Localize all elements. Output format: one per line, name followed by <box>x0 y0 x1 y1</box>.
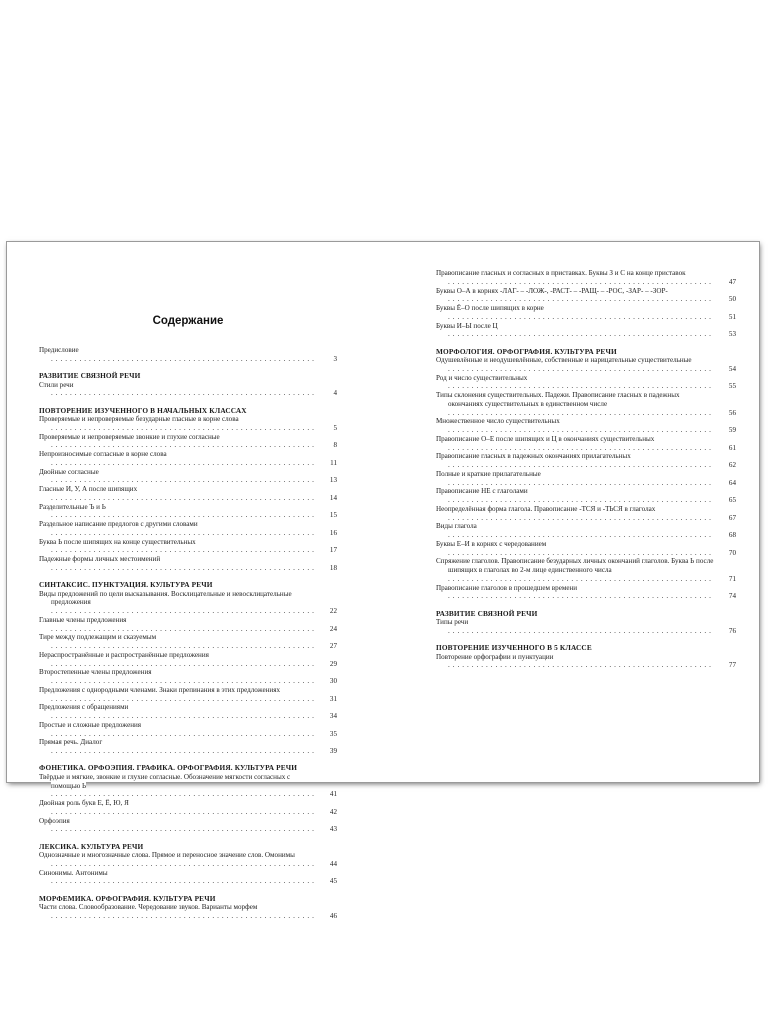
section-heading: МОРФОЛОГИЯ. ОРФОГРАФИЯ. КУЛЬТУРА РЕЧИ <box>436 346 617 356</box>
toc-entry[interactable] <box>39 381 337 399</box>
toc-left <box>39 346 337 921</box>
toc-entry-page: 45 <box>329 877 337 886</box>
toc-entry-page: 68 <box>728 531 736 539</box>
toc-entry[interactable] <box>39 773 337 799</box>
toc-entry-page: 71 <box>728 574 736 583</box>
toc-entry-page: 46 <box>329 911 337 920</box>
toc-entry[interactable] <box>39 520 337 538</box>
toc-entry[interactable] <box>39 468 337 486</box>
toc-entry-page: 43 <box>329 825 337 834</box>
toc-entry-page: 47 <box>728 277 736 286</box>
toc-entry-page: 39 <box>329 747 337 755</box>
toc-entry-page: 54 <box>728 364 736 373</box>
toc-entry-page: 53 <box>728 330 736 339</box>
toc-entry-page: 16 <box>329 528 337 537</box>
toc-entry-page: 13 <box>329 476 337 485</box>
toc-entry-title: Тире между подлежащим и сказуемым <box>39 633 157 642</box>
toc-entry[interactable] <box>39 590 337 616</box>
toc-entry-page: 65 <box>728 496 736 504</box>
toc-entry-title: Орфоэпия <box>39 816 70 825</box>
toc-entry-title: Полные и краткие прилагательные <box>436 469 541 478</box>
toc-entry[interactable] <box>436 653 736 671</box>
toc-section <box>39 371 337 398</box>
toc-entry-title: Раздельное написание предлогов с другими словами <box>39 520 198 528</box>
toc-entry[interactable] <box>39 555 337 573</box>
toc-entry[interactable] <box>436 391 736 417</box>
toc-entry[interactable] <box>436 417 736 435</box>
toc-section <box>39 406 337 573</box>
toc-entry[interactable] <box>39 633 337 651</box>
toc-entry[interactable] <box>39 485 337 503</box>
toc-entry[interactable] <box>39 668 337 686</box>
toc-entry-title: Виды глагола <box>436 522 477 531</box>
toc-entry-title: Стили речи <box>39 380 74 389</box>
toc-entry[interactable] <box>39 869 337 887</box>
toc-entry-title: Одушевлённые и неодушевлённые, собственные и нарицательные существительные <box>436 356 692 364</box>
toc-section <box>39 842 337 887</box>
toc-entry[interactable] <box>436 522 736 540</box>
toc-entry-title: Буква Ь после шипящих на конце существительных <box>39 537 196 546</box>
toc-entry-page: 5 <box>333 423 337 432</box>
toc-entry[interactable] <box>436 618 736 636</box>
section-heading: ЛЕКСИКА. КУЛЬТУРА РЕЧИ <box>39 841 144 851</box>
toc-entry-title: Буквы Ё–О после шипящих в корне <box>436 304 544 312</box>
toc-entry-title: Типы речи <box>436 618 469 626</box>
toc-section <box>39 894 337 921</box>
toc-entry-title: Правописание глаголов в прошедшем времени <box>436 583 578 592</box>
toc-entry-title: Род и число существительных <box>436 373 528 382</box>
toc-entry[interactable] <box>436 435 736 453</box>
section-heading: ФОНЕТИКА. ОРФОЭПИЯ. ГРАФИКА. ОРФОГРАФИЯ. КУЛЬТУРА РЕЧИ <box>39 763 298 773</box>
toc-entry-page: 17 <box>329 546 337 555</box>
toc-entry-page: 31 <box>329 694 337 703</box>
toc-entry[interactable] <box>39 346 337 364</box>
toc-entry-title: Простые и сложные предложения <box>39 720 142 729</box>
toc-entry-page: 50 <box>728 295 736 304</box>
toc-entry-title: Неопределённая форма глагола. Правописание -ТСЯ и -ТЬСЯ в глаголах <box>436 504 656 513</box>
toc-entry-page: 11 <box>330 458 337 467</box>
section-heading: РАЗВИТИЕ СВЯЗНОЙ РЕЧИ <box>436 608 538 618</box>
section-heading: ПОВТОРЕНИЕ ИЗУЧЕННОГО В 5 КЛАССЕ <box>436 643 592 652</box>
toc-entry[interactable] <box>436 487 736 505</box>
toc-entry[interactable] <box>39 616 337 634</box>
toc-entry[interactable] <box>436 322 736 340</box>
toc-section <box>436 347 736 602</box>
toc-entry-page: 41 <box>329 790 337 799</box>
section-heading: РАЗВИТИЕ СВЯЗНОЙ РЕЧИ <box>39 371 141 380</box>
toc-entry-title: Разделительные Ъ и Ь <box>39 502 106 511</box>
toc-section <box>39 580 337 756</box>
toc-entry-page: 22 <box>329 607 337 615</box>
toc-entry-page: 76 <box>728 626 736 635</box>
section-heading: СИНТАКСИС. ПУНКТУАЦИЯ. КУЛЬТУРА РЕЧИ <box>39 580 213 589</box>
toc-entry-title: Буквы И–Ы после Ц <box>436 321 498 330</box>
toc-entry-page: 27 <box>329 642 337 650</box>
toc-entry-title: Предложения с однородными членами. Знаки препинания в этих предложениях <box>39 685 281 694</box>
toc-entry-title: Предложения с обращениями <box>39 703 129 712</box>
toc-entry[interactable] <box>436 304 736 322</box>
toc-entry-title: Правописание гласных и согласных в приставках. Буквы З и С на конце приставок <box>436 269 686 277</box>
toc-entry-title: Множественное число существительных <box>436 417 560 426</box>
toc-entry-page: 51 <box>728 312 736 321</box>
toc-entry-page: 61 <box>728 443 736 452</box>
toc-entry-title: Второстепенные члены предложения <box>39 668 152 677</box>
toc-entry-title: Правописание О–Е после шипящих и Ц в окончаниях существительных <box>436 434 655 443</box>
toc-entry[interactable] <box>436 374 736 392</box>
toc-section <box>39 346 337 364</box>
toc-entry[interactable] <box>39 721 337 739</box>
toc-entry-page: 34 <box>329 712 337 720</box>
toc-entry-page: 77 <box>728 661 736 670</box>
toc-entry-title: Главные члены предложения <box>39 615 127 624</box>
toc-entry-page: 55 <box>728 382 736 391</box>
toc-entry-page: 42 <box>329 807 337 816</box>
toc-entry[interactable] <box>39 433 337 451</box>
toc-entry-page: 35 <box>329 729 337 738</box>
toc-entry[interactable] <box>39 799 337 817</box>
toc-entry[interactable] <box>39 415 337 433</box>
toc-entry-title: Падежные формы личных местоимений <box>39 555 161 563</box>
toc-entry-page: 8 <box>333 441 337 450</box>
toc-entry[interactable] <box>39 738 337 756</box>
toc-entry[interactable] <box>436 287 736 305</box>
toc-entry-title: Нераспространённые и распространённые предложения <box>39 650 209 659</box>
toc-section <box>436 609 736 636</box>
toc-entry-title: Твёрдые и мягкие, звонкие и глухие согласные. Обозначение мягкости согласных с помощью Ь <box>39 772 291 790</box>
toc-entry-title: Части слова. Словообразование. Чередование звуков. Варианты морфем <box>39 903 258 911</box>
toc-entry[interactable] <box>436 356 736 374</box>
toc-entry-title: Буквы О–А в корнях -ЛАГ- – -ЛОЖ-, -РАСТ- – -РАЩ- – -РОС, -ЗАР- – -ЗОР- <box>436 286 668 295</box>
toc-entry-title: Правописание НЕ с глаголами <box>436 487 528 496</box>
toc-entry[interactable] <box>39 703 337 721</box>
toc-entry-title: Спряжение глаголов. Правописание безударных личных окончаний глаголов. Буква Ь после шипящих в глаголах во 2-м лице единственного числа <box>436 557 714 574</box>
toc-entry[interactable] <box>436 470 736 488</box>
toc-entry-title: Виды предложений по цели высказывания. Восклицательные и невосклицательные предложения <box>39 589 292 607</box>
toc-entry-page: 29 <box>329 659 337 668</box>
toc-entry[interactable] <box>39 817 337 835</box>
toc-entry-title: Проверяемые и непроверяемые безударные гласные в корне слова <box>39 415 239 423</box>
toc-entry-page: 74 <box>728 592 736 601</box>
toc-entry[interactable] <box>39 903 337 921</box>
toc-entry-page: 3 <box>333 354 337 363</box>
toc-entry-title: Проверяемые и непроверяемые звонкие и глухие согласные <box>39 432 220 441</box>
toc-entry[interactable] <box>39 450 337 468</box>
toc-section <box>436 643 736 670</box>
toc-entry-title: Непроизносимые согласные в корне слова <box>39 450 167 458</box>
toc-entry[interactable] <box>39 651 337 669</box>
toc-section <box>39 763 337 834</box>
toc-entry-page: 67 <box>728 513 736 522</box>
toc-entry-page: 4 <box>333 389 337 398</box>
toc-entry[interactable] <box>39 686 337 704</box>
toc-entry[interactable] <box>436 540 736 558</box>
toc-entry-title: Предисловие <box>39 346 79 354</box>
toc-entry-title: Повторение орфографии и пунктуации <box>436 652 554 661</box>
toc-entry-page: 62 <box>728 461 736 469</box>
toc-entry[interactable] <box>39 538 337 556</box>
toc-entry-title: Правописание гласных в падежных окончаниях прилагательных <box>436 452 631 461</box>
toc-entry[interactable] <box>39 503 337 521</box>
toc-section <box>436 269 736 339</box>
toc-entry-page: 59 <box>728 426 736 434</box>
toc-entry-title: Двойные согласные <box>39 467 99 476</box>
toc-entry[interactable] <box>436 557 736 583</box>
toc-entry-page: 18 <box>329 563 337 572</box>
toc-entry[interactable] <box>436 269 736 287</box>
toc-entry[interactable] <box>436 584 736 602</box>
toc-entry-page: 56 <box>728 408 736 417</box>
toc-entry[interactable] <box>39 851 337 869</box>
toc-entry[interactable] <box>436 505 736 523</box>
toc-entry-title: Синонимы. Антонимы <box>39 868 108 877</box>
toc-entry-title: Двойная роль букв Е, Ё, Ю, Я <box>39 799 129 807</box>
toc-entry-page: 44 <box>329 859 337 868</box>
page-title: Содержание <box>152 315 224 327</box>
toc-entry[interactable] <box>436 452 736 470</box>
toc-entry-title: Гласные И, У, А после шипящих <box>39 485 138 493</box>
toc-entry-title: Прямая речь. Диалог <box>39 738 103 747</box>
section-heading: МОРФЕМИКА. ОРФОГРАФИЯ. КУЛЬТУРА РЕЧИ <box>39 893 216 903</box>
toc-entry-page: 30 <box>329 677 337 685</box>
toc-entry-page: 15 <box>329 511 337 520</box>
toc-entry-page: 64 <box>728 478 736 487</box>
toc-entry-title: Типы склонения существительных. Падежи. Правописание гласных в падежных окончаниях существительных в единственном числе <box>436 391 680 408</box>
section-heading: ПОВТОРЕНИЕ ИЗУЧЕННОГО В НАЧАЛЬНЫХ КЛАССАХ <box>39 405 247 415</box>
toc-entry-title: Буквы Е–И в корнях с чередованием <box>436 539 547 548</box>
toc-entry-title: Однозначные и многозначные слова. Прямое и переносное значение слов. Омонимы <box>39 851 295 859</box>
book-spread <box>7 242 759 920</box>
toc-right <box>436 269 736 670</box>
toc-entry-page: 24 <box>329 624 337 633</box>
toc-entry-page: 70 <box>728 548 736 557</box>
toc-entry-page: 14 <box>329 493 337 502</box>
